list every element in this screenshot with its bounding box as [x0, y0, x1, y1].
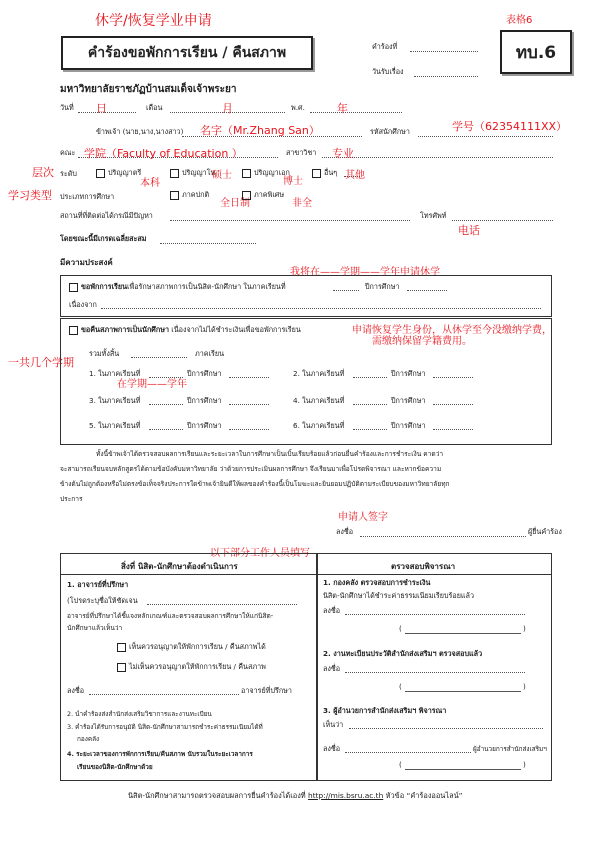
sem-6-field[interactable] — [353, 429, 387, 430]
footer-text: นิสิต-นักศึกษาสามารถตรวจสอบผลการยื่นคำร้องได้เองที่ — [128, 791, 306, 800]
disagree-option[interactable]: ไม่เห็นควรอนุญาตให้พักการเรียน / คืนสภาพ — [117, 662, 266, 673]
suspend-year-field[interactable] — [407, 290, 447, 291]
suspend-annotation: 我将在——学期——学年申请休学 — [290, 267, 440, 278]
level-master-option[interactable]: ปริญญาโท — [170, 168, 215, 179]
major-annotation: 专业 — [332, 147, 354, 160]
faculty-annotation: 学院（Faculty of Education ） — [84, 147, 243, 160]
doctor-checkbox[interactable] — [242, 169, 251, 178]
restore-section — [60, 318, 552, 445]
phone-label: โทรศัพท์ — [420, 211, 447, 220]
director-name-field[interactable] — [405, 769, 521, 770]
master-checkbox[interactable] — [170, 169, 179, 178]
header-annotation: 休学/恢复学业申请 — [95, 13, 212, 29]
other-checkbox[interactable] — [312, 169, 321, 178]
student-id-annotation: 学号（62354111XX） — [452, 120, 568, 133]
received-date-label: วันรับเรื่อง — [372, 67, 404, 76]
total-field[interactable] — [131, 357, 187, 358]
gpa-field[interactable] — [160, 243, 256, 244]
doctor-annotation: 博士 — [283, 176, 303, 187]
student-actions-box — [60, 553, 318, 781]
sem-5-year-label: ปีการศึกษา — [187, 421, 222, 430]
gpa-label: โดยขณะนี้มีเกรดเฉลี่ยสะสม — [60, 234, 147, 243]
table-number-annotation: 表格6 — [506, 15, 533, 26]
form-code: ทบ.6 — [500, 30, 572, 74]
day-label: วันที่ — [60, 103, 74, 112]
sem-4-year-label: ปีการศึกษา — [391, 396, 426, 405]
step-3-line-2: กองคลัง — [77, 735, 100, 743]
disagree-checkbox[interactable] — [117, 663, 126, 672]
semester-year-annotation: 在学期——学年 — [117, 379, 187, 390]
step-4-line-1: 4. ระยะเวลาของการพักการเรียน/คืนสภาพ นับรวมในระยะเวลาการ — [67, 750, 253, 758]
level-bachelor-option[interactable]: ปริญญาตรี — [96, 168, 141, 179]
director-name-paren: ( — [399, 760, 402, 769]
request-no-field[interactable] — [410, 51, 478, 52]
master-annotation: 硕士 — [212, 170, 232, 181]
year-field[interactable] — [310, 112, 402, 113]
sem-5-year-field[interactable] — [229, 429, 269, 430]
type-special-option[interactable]: ภาคพิเศษ — [242, 190, 284, 201]
registry-name-paren: ( — [399, 682, 402, 691]
suspend-checkbox[interactable] — [69, 283, 78, 292]
restore-option[interactable]: ขอคืนสภาพการเป็นนักศึกษา เนื่องจากไม่ได้ชำระเงินเพื่อขอพักการเรียน — [69, 325, 301, 336]
student-id-label: รหัสนักศึกษา — [370, 127, 410, 136]
director-sign-field[interactable] — [345, 752, 471, 753]
advisor-note: (โปรดระบุชื่อให้ชัดเจน — [67, 596, 138, 605]
opinion-label: เห็นว่า — [323, 720, 344, 729]
advisor-sign-field[interactable] — [89, 694, 239, 695]
review-box — [316, 553, 552, 781]
special-checkbox[interactable] — [242, 191, 251, 200]
day-annotation: 日 — [96, 102, 107, 115]
director-sign-label: ลงชื่อ — [323, 744, 341, 753]
major-label: สาขาวิชา — [286, 148, 317, 157]
major-field[interactable] — [322, 157, 553, 158]
sem-3-field[interactable] — [149, 404, 183, 405]
received-date-field[interactable] — [414, 76, 478, 77]
sem-1-year-field[interactable] — [229, 377, 269, 378]
sem-2-field[interactable] — [353, 377, 387, 378]
total-semesters-annotation: 一共几个学期 — [8, 356, 74, 369]
semesters-label: ภาคเรียน — [195, 349, 225, 358]
because-field[interactable] — [101, 308, 541, 309]
full-time-annotation: 全日制 — [220, 198, 250, 209]
bachelor-annotation: 本科 — [140, 178, 160, 189]
director-heading: 3. ผู้อำนวยการสำนักส่งเสริมฯ พิจารณา — [323, 706, 447, 715]
sem-6-year-label: ปีการศึกษา — [391, 421, 426, 430]
phone-annotation: 电话 — [458, 224, 480, 237]
finance-name-paren: ( — [399, 624, 402, 633]
total-label: รวมทั้งสิ้น — [89, 349, 120, 358]
other-annotation: 其他 — [345, 170, 365, 181]
sem-6-label: 6. ในภาคเรียนที่ — [293, 421, 345, 430]
advisor-sign-role: อาจารย์ที่ปรึกษา — [241, 686, 292, 695]
agree-option[interactable]: เห็นควรอนุญาตให้พักการเรียน / คืนสภาพได้ — [117, 642, 266, 653]
purpose-heading: มีความประสงค์ — [60, 258, 113, 267]
form-title: คำร้องขอพักการเรียน / คืนสภาพ — [61, 36, 313, 70]
registry-name-paren-close: ) — [523, 682, 526, 691]
request-no-label: คำร้องที่ — [372, 42, 398, 51]
declaration-line-3: ข้างต้นไม่ถูกต้องหรือไม่ตรงข้อเท็จจริงประการใดข้าพเจ้ายินดีให้ผลของคำร้องนี้เป็นโมฆะและยินยอมปฏิบัติตามระเบียบของมหาวิทยาลัยทุก — [60, 480, 450, 488]
student-id-field[interactable] — [418, 136, 553, 137]
finance-sign-field[interactable] — [345, 614, 525, 615]
registry-name-field[interactable] — [405, 691, 521, 692]
sem-3-year-label: ปีการศึกษา — [187, 396, 222, 405]
advisor-text-2: นักศึกษาแล้วเห็นว่า — [67, 624, 123, 632]
step-3-line-1: 3. คำร้องได้รับการอนุมัติ นิสิต-นักศึกษาสามารถชำระค่าธรรมเนียมได้ที่ — [67, 723, 263, 731]
step-4-line-2: เรียนของนิสิต-นักศึกษาด้วย — [77, 763, 153, 771]
level-doctor-option[interactable]: ปริญญาเอก — [242, 168, 290, 179]
advisor-heading: 1. อาจารย์ที่ปรึกษา — [67, 580, 129, 589]
restore-checkbox[interactable] — [69, 326, 78, 335]
opinion-field[interactable] — [349, 728, 543, 729]
finance-text: นิสิต-นักศึกษาได้ชำระค่าธรรมเนียมเรียบร้อยแล้ว — [323, 591, 474, 600]
sem-2-year-label: ปีการศึกษา — [391, 369, 426, 378]
address-label: สถานที่ที่ติดต่อได้กรณีมีปัญหา — [60, 211, 153, 220]
sign-label: ลงชื่อ — [336, 527, 354, 536]
registry-sign-label: ลงชื่อ — [323, 664, 341, 673]
right-heading: ตรวจสอบพิจารณา — [391, 562, 456, 571]
because-label: เนื่องจาก — [69, 300, 97, 309]
footer-line — [128, 790, 462, 802]
declaration-line-4: ประการ — [60, 495, 83, 503]
sem-1-label: 1. ในภาคเรียนที่ — [89, 369, 141, 378]
staff-fill-annotation: 以下部分工作人员填写 — [210, 548, 310, 559]
director-sign-role: ผู้อำนวยการสำนักส่งเสริมฯ — [473, 745, 547, 753]
year-label: พ.ศ. — [291, 103, 305, 112]
university-name: มหาวิทยาลัยราชภัฏบ้านสมเด็จเจ้าพระยา — [60, 84, 237, 95]
left-heading: สิ่งที่ นิสิต-นักศึกษาต้องดำเนินการ — [121, 562, 238, 571]
agree-checkbox[interactable] — [117, 643, 126, 652]
day-field[interactable] — [78, 112, 136, 113]
bachelor-checkbox[interactable] — [96, 169, 105, 178]
name-annotation: 名字（Mr.Zhang San） — [200, 124, 320, 137]
applicant-sign-annotation: 申请人签字 — [338, 512, 388, 523]
level-other-option[interactable]: อื่นๆ — [312, 168, 337, 179]
sem-1-year-label: ปีการศึกษา — [187, 369, 222, 378]
registry-sign-field[interactable] — [345, 672, 525, 673]
sem-4-year-field[interactable] — [433, 404, 473, 405]
self-label: ข้าพเจ้า (นาย,นาง,นางสาว) — [96, 127, 184, 136]
declaration-line-2: จะสามารถเรียนจบหลักสูตรได้ตามข้อบังคับมหาวิทยาลัย ว่าด้วยการประเมินผลการศึกษา จึงเรียนมาเพื่อโปรดพิจารณา และหากข้อความ — [60, 465, 442, 473]
sem-2-label: 2. ในภาคเรียนที่ — [293, 369, 345, 378]
restore-annotation-2: 需缴纳保留学籍费用。 — [372, 336, 472, 347]
applicant-sign-field[interactable] — [360, 536, 526, 537]
sem-3-label: 3. ในภาคเรียนที่ — [89, 396, 141, 405]
registry-heading: 2. งานทะเบียนประวัติสำนักส่งเสริมฯ ตรวจสอบแล้ว — [323, 649, 483, 658]
finance-sign-label: ลงชื่อ — [323, 606, 341, 615]
address-field[interactable] — [170, 220, 410, 221]
advisor-text-1: อาจารย์ที่ปรึกษาได้ชี้แจงหลักเกณฑ์และตรวจสอบผลการศึกษาให้แก่นิสิต- — [67, 612, 274, 620]
year-annotation: 年 — [337, 102, 348, 115]
step-2: 2. นำคำร้องส่งสำนักส่งเสริมวิชาการและงานทะเบียน — [67, 710, 212, 718]
faculty-label: คณะ — [60, 148, 76, 157]
month-annotation: 月 — [222, 102, 233, 115]
finance-heading: 1. กองคลัง ตรวจสอบการชำระเงิน — [323, 578, 431, 587]
footer-end: หัวข้อ “คำร้องออนไลน์” — [385, 791, 463, 800]
advisor-name-field[interactable] — [147, 604, 297, 605]
sem-4-field[interactable] — [353, 404, 387, 405]
study-type-annotation: 学习类型 — [8, 189, 52, 202]
phone-field[interactable] — [452, 220, 553, 221]
sem-6-year-field[interactable] — [433, 429, 473, 430]
finance-name-paren-close: ) — [523, 624, 526, 633]
advisor-sign-label: ลงชื่อ — [67, 686, 85, 695]
suspend-semester-field[interactable] — [333, 290, 359, 291]
declaration-line-1: ทั้งนี้ข้าพเจ้าได้ตรวจสอบผลการเรียนและระยะเวลาในการศึกษาเป็นเบิ้นเรียบร้อยแล้วก่อนยื่นคำร้องและการชำระเงิน คาดว่า — [96, 450, 444, 458]
level-label: ระดับ — [60, 169, 77, 178]
director-name-paren-close: ) — [523, 760, 526, 769]
level-annotation: 层次 — [32, 166, 54, 179]
regular-checkbox[interactable] — [170, 191, 179, 200]
suspend-option[interactable]: ขอพักการเรียนเพื่อรักษาสภาพการเป็นนิสิต-นักศึกษา ในภาคเรียนที่ — [69, 282, 286, 293]
sem-4-label: 4. ในภาคเรียนที่ — [293, 396, 345, 405]
study-type-label: ประเภทการศึกษา — [60, 192, 115, 201]
sem-2-year-field[interactable] — [433, 377, 473, 378]
sem-5-label: 5. ในภาคเรียนที่ — [89, 421, 141, 430]
month-label: เดือน — [146, 103, 163, 112]
part-time-annotation: 非全 — [292, 198, 312, 209]
applicant-label: ผู้ยื่นคำร้อง — [528, 527, 562, 536]
sem-5-field[interactable] — [149, 429, 183, 430]
finance-name-field[interactable] — [405, 633, 521, 634]
restore-annotation-1: 申请恢复学生身份，从休学至今没缴纳学费， — [352, 325, 552, 336]
footer-link[interactable]: http://mis.bsru.ac.th — [308, 791, 384, 800]
suspend-section — [60, 275, 552, 317]
suspend-year-label: ปีการศึกษา — [365, 282, 400, 291]
sem-3-year-field[interactable] — [229, 404, 269, 405]
type-regular-option[interactable]: ภาคปกติ — [170, 190, 209, 201]
